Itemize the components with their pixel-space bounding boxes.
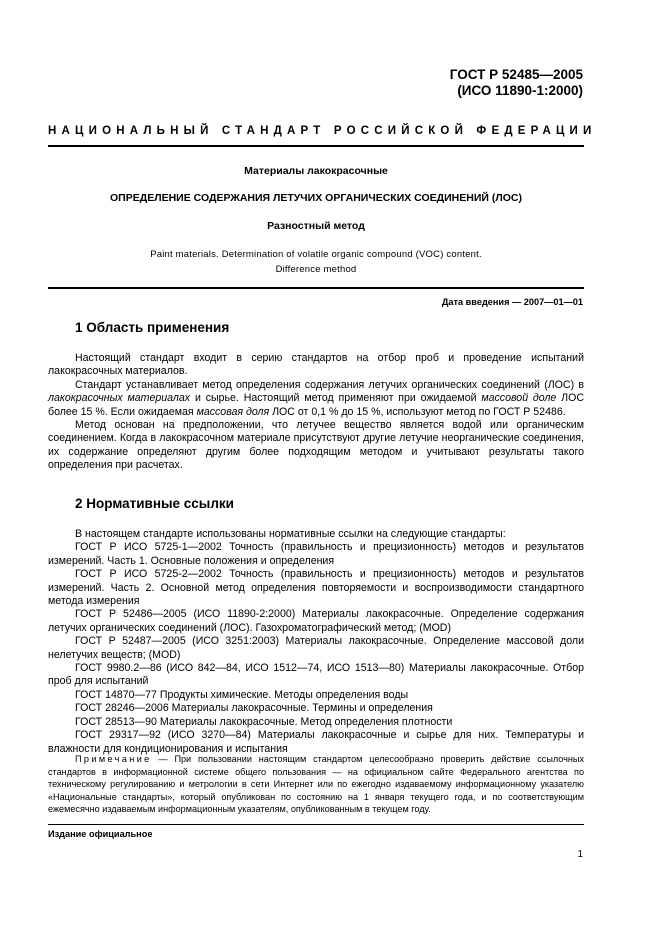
reference-item: ГОСТ Р 52487—2005 (ИСО 3251:2003) Материалы лакокрасочные. Определение массовой доли нелетучих веществ; (MOD) (48, 635, 584, 661)
reference-item: ГОСТ Р ИСО 5725-1—2002 Точность (правильность и прецизионность) методов и результатов измерений. Часть 1. Основные положения и определения (48, 541, 584, 567)
text-run: ЛОС от 0,1 % до 15 %, используют метод по ГОСТ Р 52486. (269, 405, 566, 418)
title-line2: ОПРЕДЕЛЕНИЕ СОДЕРЖАНИЯ ЛЕТУЧИХ ОРГАНИЧЕСКИХ СОЕДИНЕНИЙ (ЛОС) (110, 192, 522, 204)
national-standard-banner: НАЦИОНАЛЬНЫЙ СТАНДАРТ РОССИЙСКОЙ ФЕДЕРАЦИИ (48, 125, 597, 137)
reference-item: ГОСТ Р 52486—2005 (ИСО 11890-2:2000) Материалы лакокрасочные. Определение содержания летучих органических соединений (ЛОС). Газохроматографический метод; (MOD) (48, 608, 584, 634)
note-paragraph (48, 753, 584, 816)
english-title-line1: Paint materials. Determination of volatile organic compound (VOC) content. (150, 249, 482, 260)
introduction-date: Дата введения — 2007—01—01 (441, 297, 583, 307)
reference-item: ГОСТ Р ИСО 5725-2—2002 Точность (правильность и прецизионность) методов и результатов измерений. Часть 2. Основной метод определения повторяемости и воспроизводимости стандартного метода измерения (48, 568, 584, 608)
standard-code (450, 67, 583, 99)
title-line1: Материалы лакокрасочные (244, 165, 388, 177)
reference-item: ГОСТ 28513—90 Материалы лакокрасочные. Метод определения плотности (75, 715, 453, 728)
title-divider (48, 287, 584, 289)
section1-paragraph2 (48, 379, 584, 419)
section2-intro: В настоящем стандарте использованы нормативные ссылки на следующие стандарты: (75, 528, 506, 540)
note-block (48, 753, 584, 816)
text-run: Стандарт устанавливает метод определения содержания летучих органических соединений (ЛОС) в (75, 378, 584, 391)
section1-heading: 1 Область применения (75, 320, 230, 335)
reference-item: ГОСТ 28246—2006 Материалы лакокрасочные. Термины и определения (75, 702, 433, 715)
text-run: и сырье. Настоящий метод применяют при ожидаемой (190, 392, 482, 405)
note-label: Примечание (75, 754, 152, 764)
reference-item: ГОСТ 9980.2—86 (ИСО 842—84, ИСО 1512—74, ИСО 1513—80) Материалы лакокрасочные. Отбор проб для испытаний (48, 662, 584, 688)
reference-item: ГОСТ 14870—77 Продукты химические. Методы определения воды (75, 688, 409, 701)
text-run: ЛОС более 15 %. Если ожидаемая (48, 392, 585, 418)
standard-code-line1: ГОСТ Р 52485—2005 (449, 67, 583, 82)
standard-code-line2: (ИСО 11890-1:2000) (457, 83, 583, 98)
section1-paragraph1: Настоящий стандарт входит в серию стандартов на отбор проб и проведение испытаний лакокрасочных материалов. (48, 352, 584, 378)
reference-item: ГОСТ 29317—92 (ИСО 3270—84) Материалы лакокрасочные и сырье для них. Температуры и влажности для кондиционирования и испытания (48, 729, 584, 755)
english-title (48, 247, 584, 277)
section2-heading: 2 Нормативные ссылки (75, 496, 234, 511)
section2-body (48, 528, 584, 756)
italic-term: массовая доля (196, 405, 270, 418)
section1-paragraph3: Метод основан на предположении, что летучее вещество является водой или органическим соединением. Когда в лакокрасочном материале присутствуют другие летучие неорганические соединения, их содержание определяют другим более подходящим методом и учитывают результаты такого определения при расчетах. (48, 419, 584, 472)
italic-term: массовой доле (481, 392, 557, 405)
header-divider (48, 145, 584, 147)
official-edition-label: Издание официальное (48, 829, 153, 839)
section1-body (48, 352, 584, 473)
italic-term: лакокрасочных материалах (48, 392, 191, 405)
english-title-line2: Difference method (275, 264, 357, 275)
footer-divider (48, 824, 584, 825)
page-number: 1 (577, 849, 583, 860)
title-line3: Разностный метод (267, 220, 365, 232)
note-text: — При пользовании настоящим стандартом целесообразно проверить действие ссылочных стандартов в информационной системе общего пользования — на официальном сайте Федерального агентства по техническому регулированию и метрологии в сети Интернет или по ежегодно издаваемому информационному указателю «Национальные стандарты», который опубликован по состоянию на 1 января текущего года, и по соответствующим ежемесячно издаваемым информационным указателям, опубликованным в текущем году. (48, 754, 584, 815)
